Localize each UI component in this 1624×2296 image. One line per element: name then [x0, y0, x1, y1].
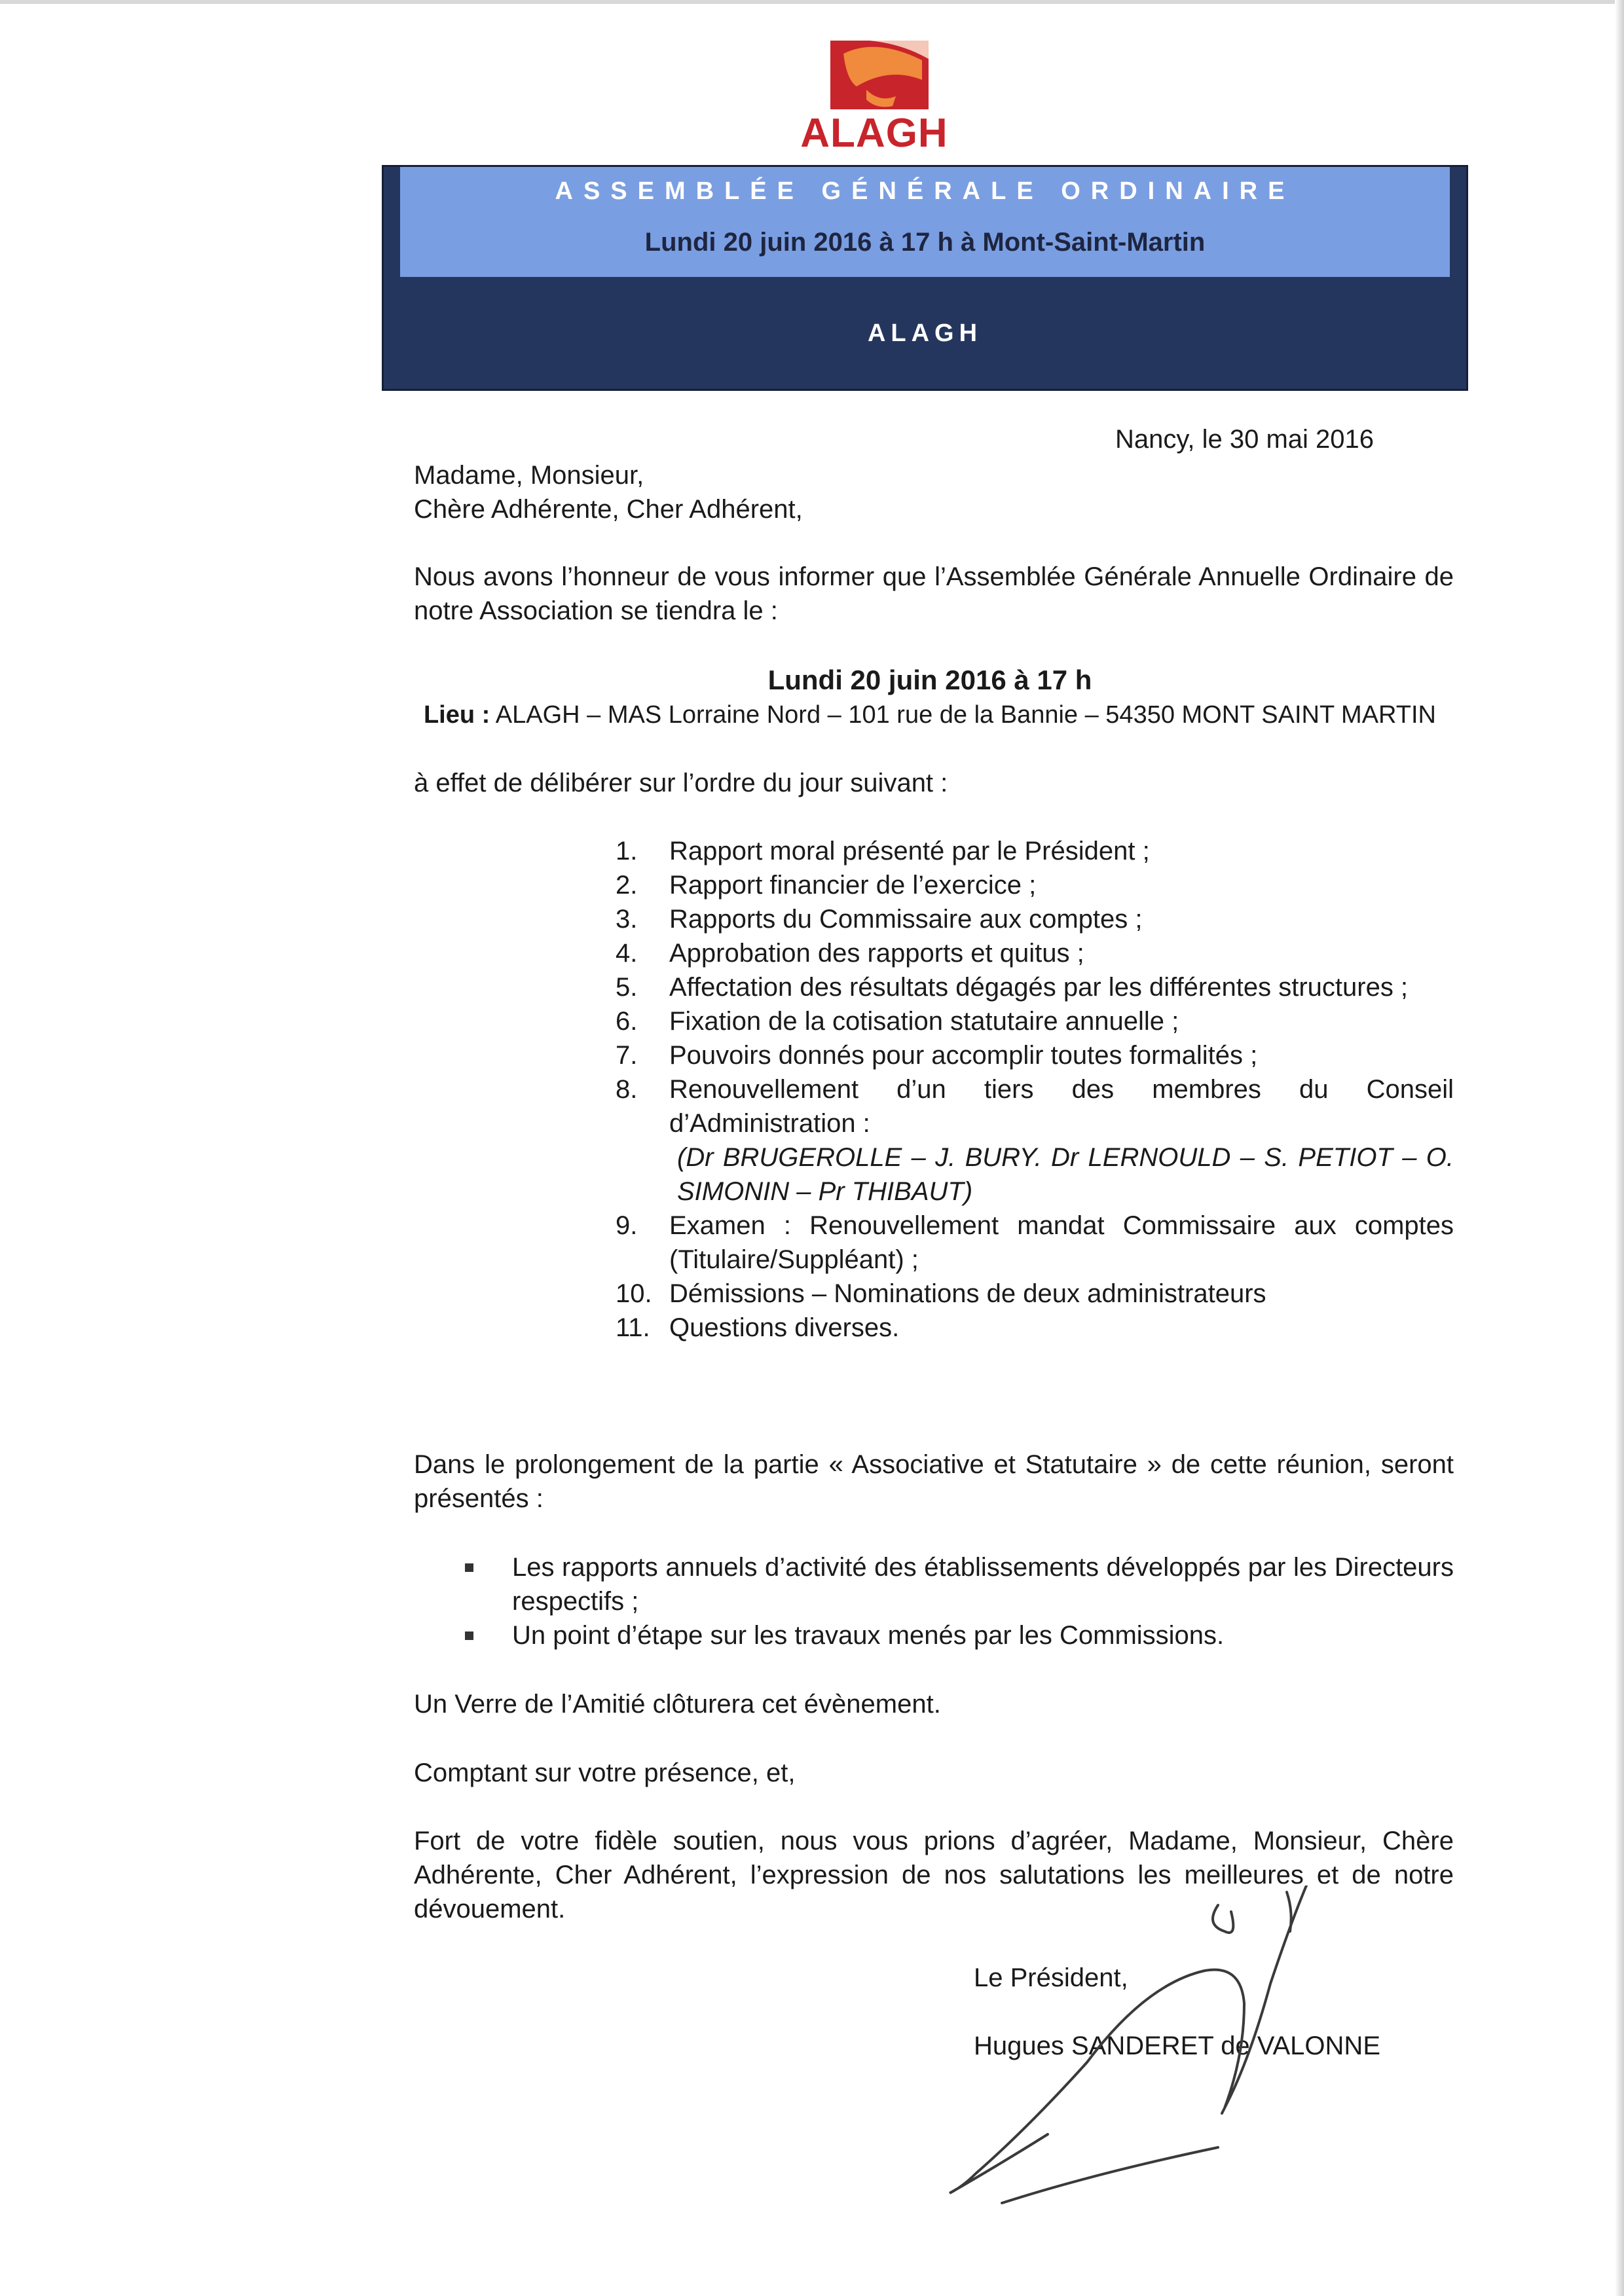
agenda-intro: à effet de délibérer sur l’ordre du jour suivant : — [414, 769, 948, 797]
agenda-text: Rapports du Commissaire aux comptes ; — [669, 905, 1143, 934]
agenda-number: 2. — [616, 871, 638, 900]
header-banner — [382, 165, 1468, 391]
bullet-list — [458, 1550, 1454, 1652]
agenda-list — [616, 834, 1454, 1345]
agenda-item — [616, 868, 1454, 902]
logo-mark-icon — [830, 41, 929, 109]
agenda-text: Rapport moral présenté par le Président ; — [669, 837, 1150, 866]
signer-name: Hugues SANDERET de VALONNE — [974, 2032, 1380, 2060]
logo-text: ALAGH — [800, 111, 948, 156]
agenda-item — [616, 1311, 1454, 1345]
agenda-number: 10. — [616, 1279, 652, 1308]
meeting-location — [393, 698, 1467, 732]
place-date: Nancy, le 30 mai 2016 — [1115, 425, 1375, 454]
agenda-number: 5. — [616, 973, 638, 1002]
bullet-square-icon — [465, 1563, 473, 1572]
closing-line-2: Comptant sur votre présence, et, — [414, 1758, 796, 1787]
agenda-text: Affectation des résultats dégagés par les différentes structures ; — [669, 973, 1409, 1002]
agenda-text: Renouvellement d’un tiers des membres du Conseil d’Administration : — [669, 1075, 1454, 1138]
banner-title: ASSEMBLÉE GÉNÉRALE ORDINAIRE — [555, 177, 1295, 205]
agenda-number: 1. — [616, 837, 638, 866]
bullet-item — [458, 1618, 1454, 1652]
salutation-line-2: Chère Adhérente, Cher Adhérent, — [414, 495, 803, 524]
closing-line-1: Un Verre de l’Amitié clôturera cet évènement. — [414, 1690, 941, 1719]
handwritten-signature — [897, 1886, 1356, 2226]
scan-edge-top — [0, 0, 1624, 4]
bullet-text: Les rapports annuels d’activité des établissements développés par les Directeurs respectifs ; — [512, 1553, 1454, 1616]
agenda-item — [616, 970, 1454, 1004]
extension-paragraph: Dans le prolongement de la partie « Associative et Statutaire » de cette réunion, seront présentés : — [414, 1450, 1454, 1513]
agenda-number: 11. — [616, 1313, 650, 1342]
agenda-number: 7. — [616, 1041, 638, 1070]
agenda-text: Fixation de la cotisation statutaire annuelle ; — [669, 1007, 1179, 1036]
agenda-item — [616, 902, 1454, 936]
agenda-number: 3. — [616, 905, 638, 934]
signer-title: Le Président, — [974, 1963, 1128, 1992]
banner-org: ALAGH — [867, 319, 983, 347]
agenda-item — [616, 834, 1454, 868]
agenda-item — [616, 936, 1454, 970]
agenda-text: Rapport financier de l’exercice ; — [669, 871, 1037, 900]
agenda-number: 4. — [616, 939, 638, 968]
banner-date: Lundi 20 juin 2016 à 17 h à Mont-Saint-Martin — [644, 228, 1206, 257]
agenda-text: Démissions – Nominations de deux administrateurs — [669, 1279, 1266, 1308]
agenda-item — [616, 1277, 1454, 1311]
agenda-item — [616, 1038, 1454, 1072]
bullet-text: Un point d’étape sur les travaux menés par les Commissions. — [512, 1621, 1225, 1650]
agenda-text: Examen : Renouvellement mandat Commissaire aux comptes (Titulaire/Suppléant) ; — [669, 1211, 1454, 1274]
location-value: ALAGH – MAS Lorraine Nord – 101 rue de la Bannie – 54350 MONT SAINT MARTIN — [490, 701, 1437, 729]
agenda-item — [616, 1209, 1454, 1277]
agenda-number: 8. — [616, 1075, 638, 1104]
bullet-item — [458, 1550, 1454, 1618]
agenda-text: Approbation des rapports et quitus ; — [669, 939, 1084, 968]
agenda-text: Questions diverses. — [669, 1313, 900, 1342]
board-member-names: (Dr BRUGEROLLE – J. BURY. Dr LERNOULD – S. PETIOT – O. SIMONIN – Pr THIBAUT) — [677, 1143, 1454, 1206]
location-label: Lieu : — [423, 701, 490, 729]
agenda-item — [616, 1072, 1454, 1209]
agenda-number: 6. — [616, 1007, 638, 1036]
agenda-text: Pouvoirs donnés pour accomplir toutes formalités ; — [669, 1041, 1258, 1070]
alagh-logo — [796, 38, 953, 156]
closing-paragraph: Fort de votre fidèle soutien, nous vous prions d’agréer, Madame, Monsieur, Chère Adhérente, Cher Adhérent, l’expression de nos salutations les meilleures et de notre dévouement. — [414, 1827, 1454, 1923]
scan-edge-right — [1615, 0, 1624, 2296]
salutation-line-1: Madame, Monsieur, — [414, 461, 644, 490]
intro-paragraph: Nous avons l’honneur de vous informer que l’Assemblée Générale Annuelle Ordinaire de notre Association se tiendra le : — [414, 562, 1454, 625]
agenda-number: 9. — [616, 1211, 638, 1240]
meeting-date: Lundi 20 juin 2016 à 17 h — [767, 665, 1092, 695]
bullet-square-icon — [465, 1631, 473, 1640]
agenda-item — [616, 1004, 1454, 1038]
banner-top-band — [400, 167, 1450, 277]
